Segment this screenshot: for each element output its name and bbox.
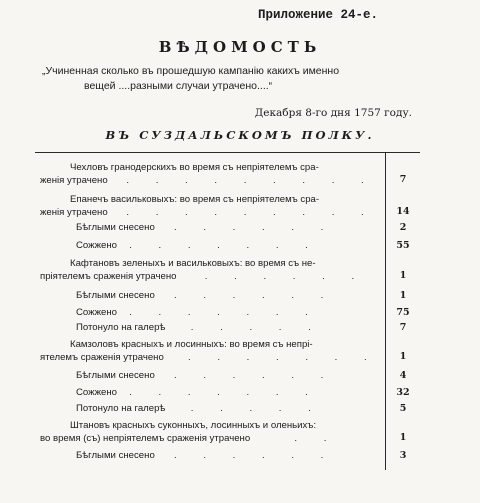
leader-dots: . . . . . . . (188, 352, 379, 363)
entry-quantity: 55 (396, 240, 410, 251)
appendix-label: Приложение 24-е. (257, 8, 378, 22)
leader-dots: . . . . . . (174, 370, 336, 381)
leader-dots: . . . . . . . (129, 307, 320, 318)
entry-text-continued: пріятелемъ сраженія утрачено (40, 271, 177, 282)
entry-quantity: 1 (399, 270, 407, 281)
entry-text: Чехловъ гранодерскихъ во время съ непріятелемъ сра- (70, 162, 319, 173)
entry-quantity: 1 (399, 290, 407, 301)
entry-text: Потонуло на галерѣ (76, 322, 166, 333)
leader-dots: . . (294, 433, 339, 444)
subtitle (42, 64, 422, 94)
leader-dots: . . . . . (190, 403, 323, 414)
leader-dots: . . . . . . . . . (126, 175, 376, 186)
entry-text: Бѣглыми снесено (76, 450, 155, 461)
entry-quantity: 75 (396, 307, 410, 318)
entry-quantity: 4 (399, 370, 407, 381)
entry-text: Епанечъ васильковыхъ: во время съ непріятелемъ сра- (70, 194, 320, 205)
entry-text: Бѣглыми снесено (76, 290, 155, 301)
entry-text: Бѣглыми снесено (76, 222, 155, 233)
entry-quantity: 1 (399, 351, 407, 362)
entry-quantity: 14 (396, 206, 410, 217)
entry-text: Сожжено (76, 307, 117, 318)
entry-text-continued: ятелемъ сраженія утрачено (40, 352, 164, 363)
entry-text: Бѣглыми снесено (76, 370, 155, 381)
subtitle-line-2: вещей ....разными случаи утрачено....“ (84, 80, 273, 92)
entry-quantity: 7 (399, 322, 407, 333)
entry-text-continued: во время (съ) непріятелемъ сраженія утрачено (40, 433, 251, 444)
leader-dots: . . . . . . . . . (126, 207, 376, 218)
entry-text-continued: женія утрачено (40, 207, 108, 218)
entry-text: Камзоловъ красныхъ и лосинныхъ: во время съ непрі- (70, 339, 313, 350)
entry-text: Сожжено (76, 240, 117, 251)
entry-quantity: 1 (399, 432, 407, 443)
entry-text: Кафтановъ зеленыхъ и васильковыхъ: во время съ не- (70, 258, 316, 269)
entry-quantity: 5 (399, 403, 407, 414)
leader-dots: . . . . . . (204, 271, 367, 282)
page-title: ВѢДОМОСТЬ (158, 38, 322, 56)
leader-dots: . . . . . . . (129, 387, 320, 398)
table-top-rule (35, 152, 420, 153)
document-date: Декабря 8-го дня 1757 году. (254, 107, 412, 119)
entry-text: Потонуло на галерѣ (76, 403, 166, 414)
entry-text-continued: женія утрачено (40, 175, 108, 186)
entry-text: Штановъ красныхъ суконныхъ, лосинныхъ и оленьихъ: (70, 420, 316, 431)
entry-quantity: 3 (399, 450, 407, 461)
entry-quantity: 7 (399, 174, 407, 185)
leader-dots: . . . . . (190, 322, 323, 333)
entry-text: Сожжено (76, 387, 117, 398)
leader-dots: . . . . . . . (129, 240, 320, 251)
leader-dots: . . . . . . (174, 450, 336, 461)
entry-quantity: 32 (396, 387, 410, 398)
leader-dots: . . . . . . (174, 222, 336, 233)
entry-quantity: 2 (399, 222, 407, 233)
leader-dots: . . . . . . (174, 290, 336, 301)
regiment-heading: ВЪ СУЗДАЛЬСКОМЪ ПОЛКУ. (105, 128, 375, 142)
value-column-rule (385, 152, 386, 470)
subtitle-line-1: „Учиненная сколько въ прошедшую кампанію какихъ именно (42, 65, 340, 77)
